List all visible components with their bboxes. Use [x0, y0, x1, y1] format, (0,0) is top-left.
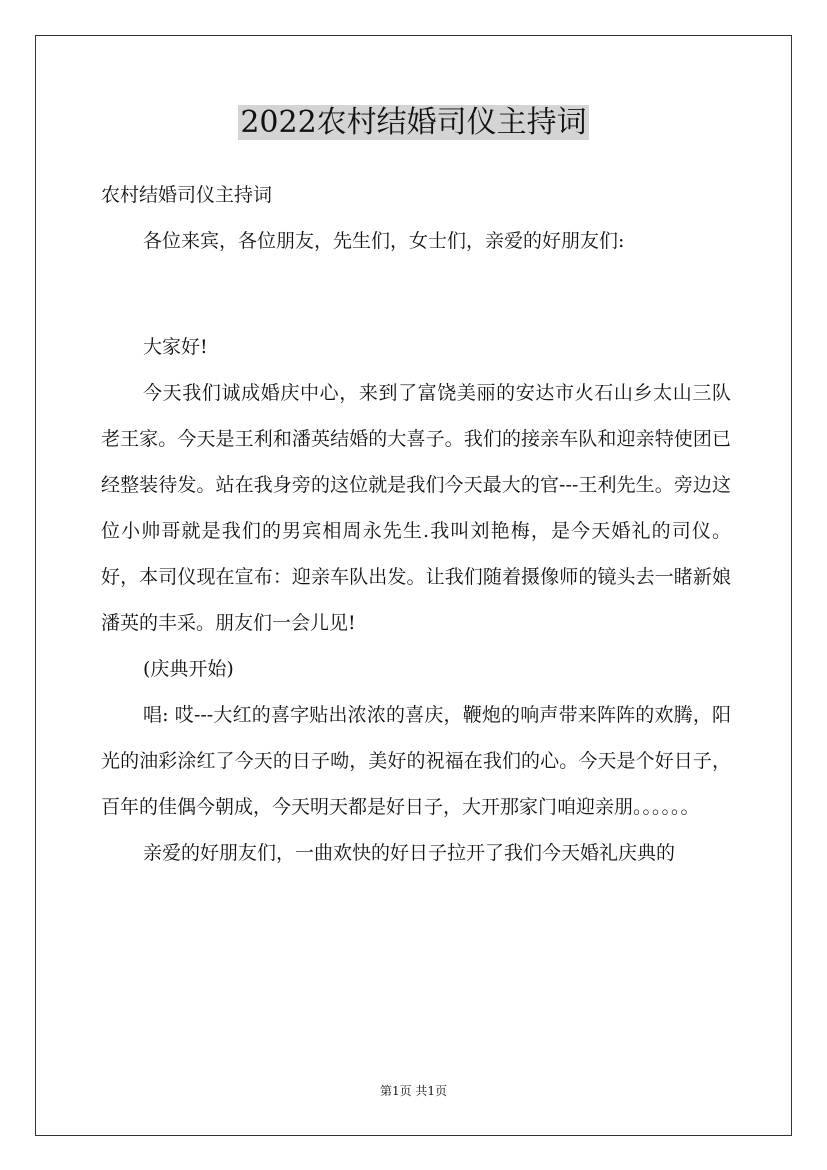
blank-line [101, 264, 731, 324]
paragraph-ceremony-start: (庆典开始) [143, 658, 234, 680]
paragraph-song: 唱: 哎---大红的喜字贴出浓浓的喜庆，鞭炮的响声带来阵阵的欢腾，阳光的油彩涂红了今天的日子呦，美好的祝福在我们的心。今天是个好日子，百年的佳偶今朝成，今天明天都是好日子，大开那家门咱迎亲朋。。。。。。 [101, 704, 731, 818]
document-body [101, 172, 731, 876]
document-title-text: 2022农村结婚司仪主持词 [240, 105, 587, 140]
document-subtitle: 农村结婚司仪主持词 [101, 184, 273, 206]
document-title [0, 104, 827, 142]
paragraph-greeting: 各位来宾，各位朋友，先生们，女士们，亲爱的好朋友们: [143, 230, 625, 252]
page-footer: 第1页 共1页 [379, 1084, 448, 1098]
paragraph-intro: 今天我们诚成婚庆中心，来到了富饶美丽的安达市火石山乡太山三队老王家。今天是王利和潘英结婚的大喜子。我们的接亲车队和迎亲特使团已经整装待发。站在我身旁的这位就是我们今天最大的官---王利先生。旁边这位小帅哥就是我们的男宾相周永先生.我叫刘艳梅，是今天婚礼的司仪。好，本司仪现在宣布：迎亲车队出发。让我们随着摄像师的镜头去一睹新娘潘英的丰采。朋友们一会儿见! [101, 382, 731, 634]
paragraph-friends: 亲爱的好朋友们，一曲欢快的好日子拉开了我们今天婚礼庆典的 [143, 842, 676, 864]
paragraph-hello: 大家好! [143, 336, 208, 358]
